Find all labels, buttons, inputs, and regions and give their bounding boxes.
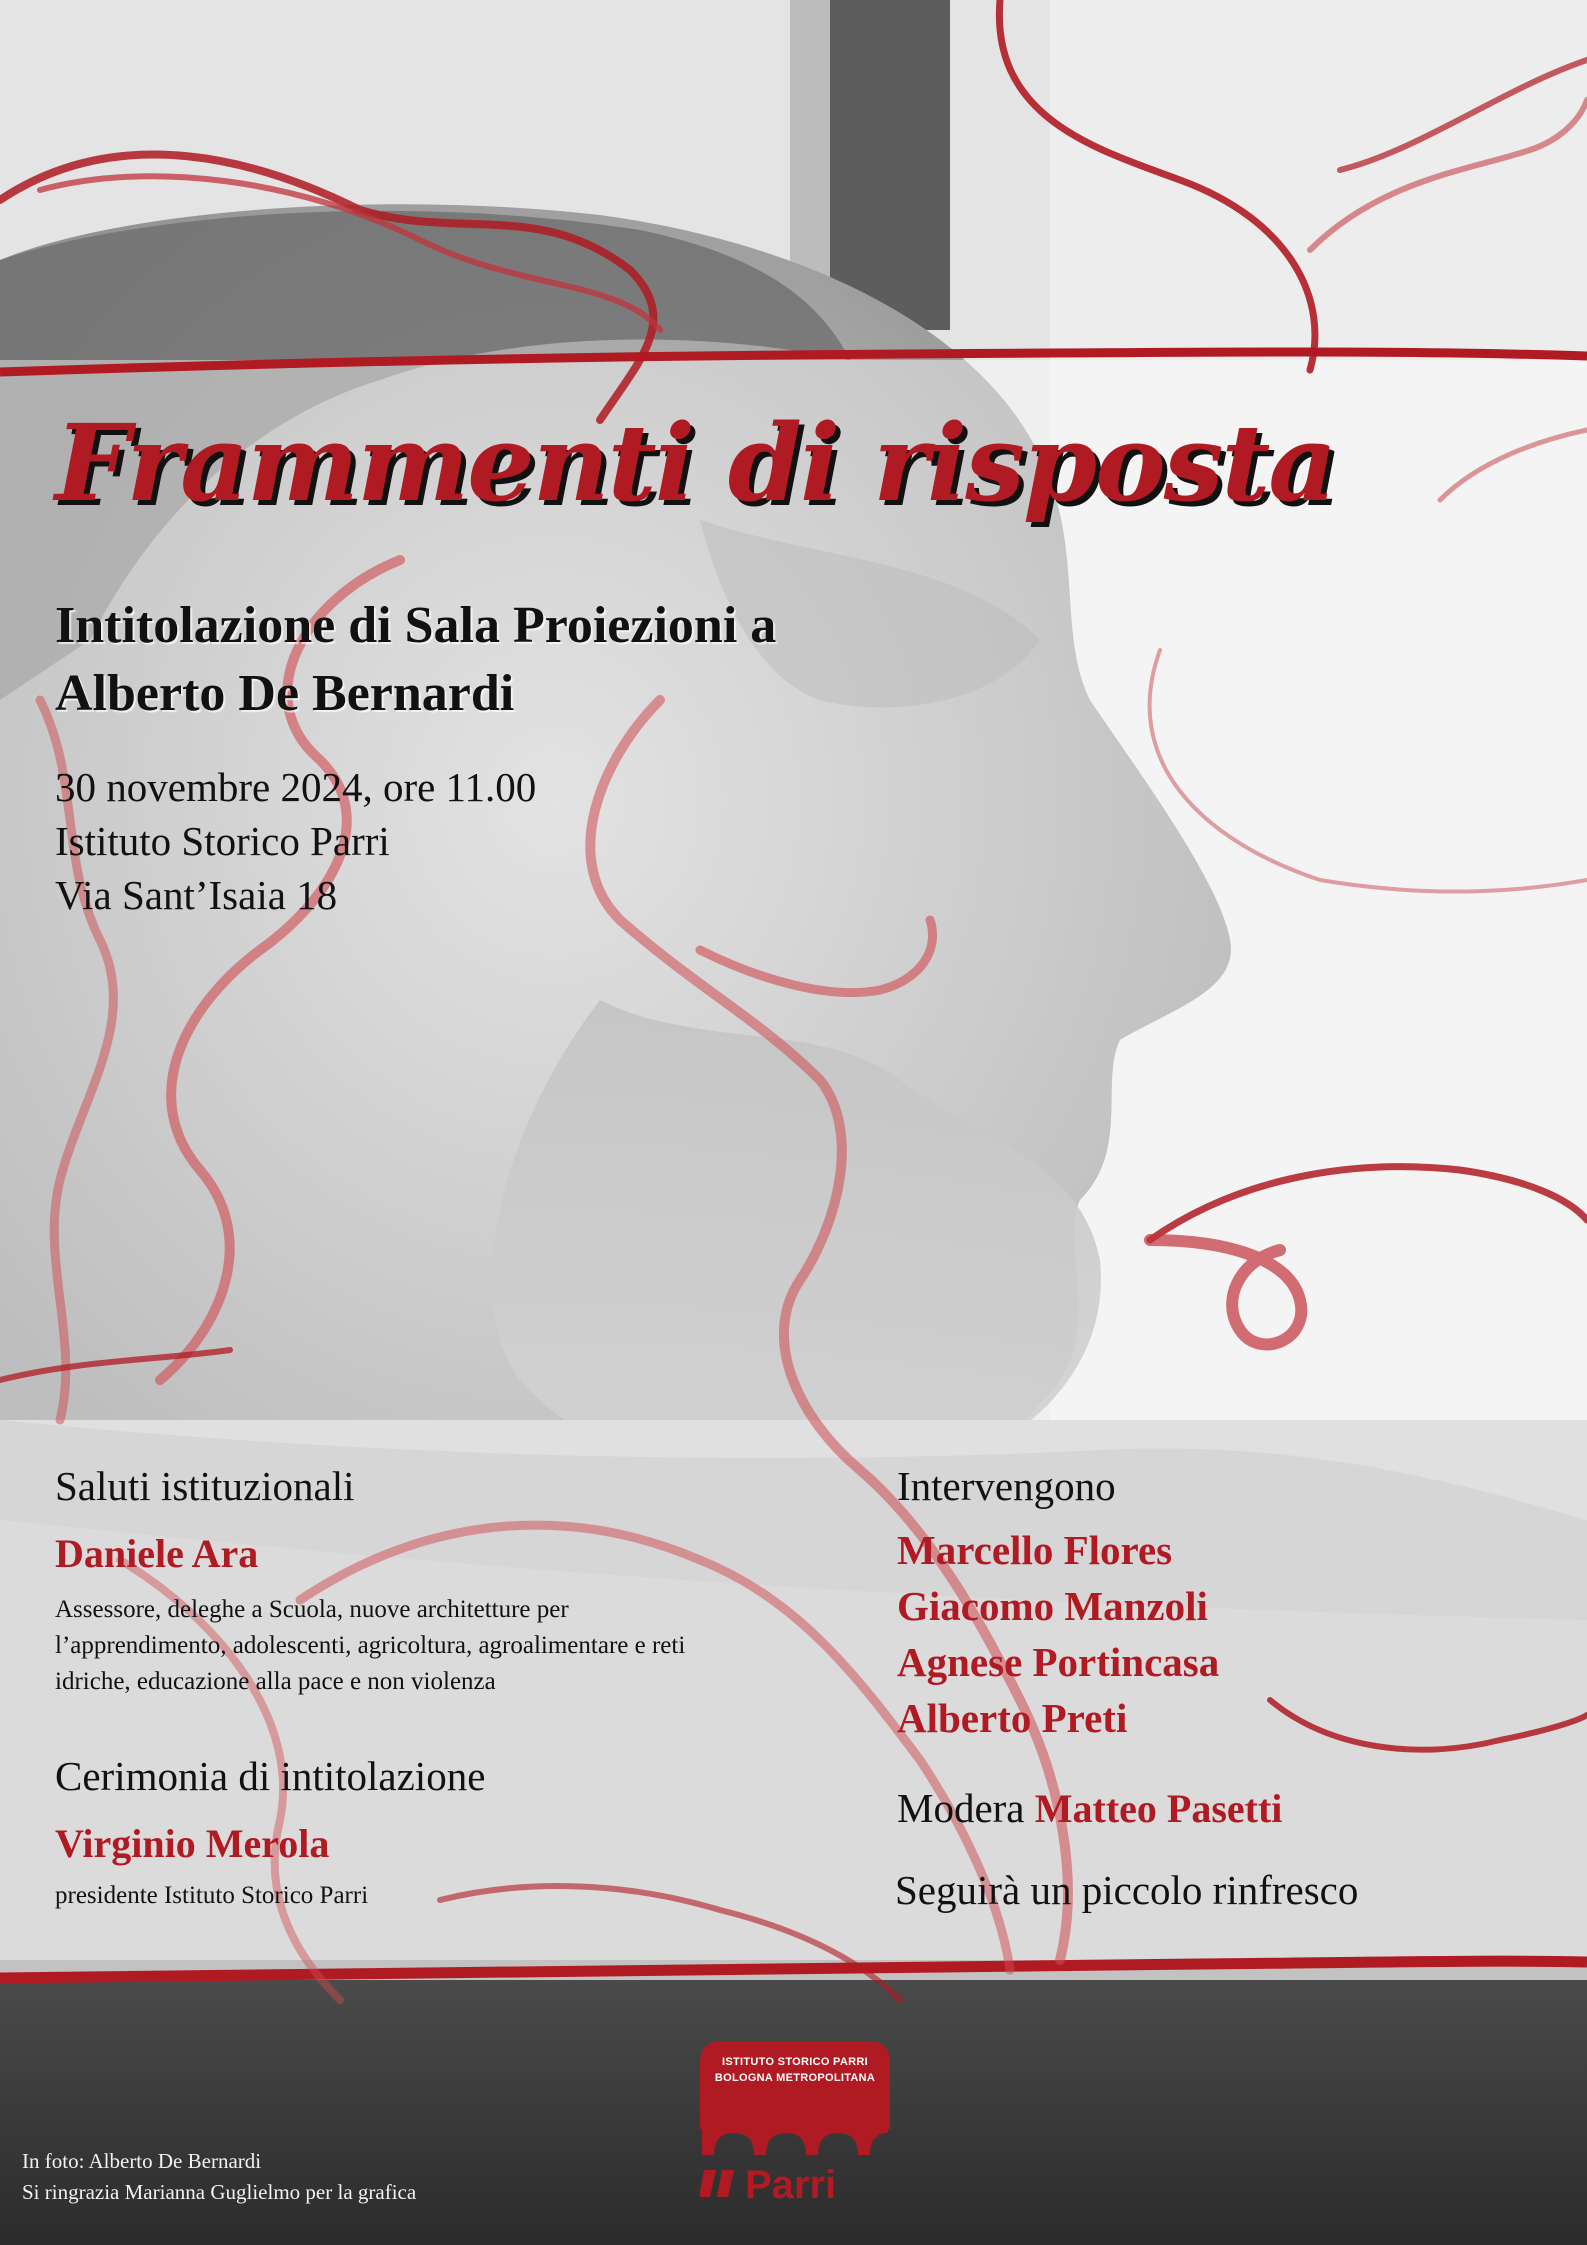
subtitle-line-1: Intitolazione di Sala Proiezioni a	[55, 597, 777, 654]
portico-arches-icon	[700, 2113, 890, 2155]
speaker-name: Marcello Flores	[897, 1527, 1173, 1573]
design-credit: Si ringrazia Marianna Guglielmo per la grafica	[22, 2180, 417, 2204]
speakers-list	[897, 1522, 1219, 1746]
greetings-name: Daniele Ara	[55, 1531, 259, 1576]
photo-credit: In foto: Alberto De Bernardi	[22, 2149, 262, 2173]
event-subtitle	[55, 592, 1155, 728]
event-address: Via Sant’Isaia 18	[55, 872, 338, 918]
refreshment-note: Seguirà un piccolo rinfresco	[895, 1867, 1359, 1913]
greetings-role: Assessore, deleghe a Scuola, nuove architetture per l’apprendimento, adolescenti, agricoltura, agroalimentare e reti idriche, educazione alla pace e non violenza	[55, 1596, 686, 1695]
logo-line-2: BOLOGNA METROPOLITANA	[714, 2072, 876, 2084]
moderator-name: Matteo Pasetti	[1034, 1786, 1283, 1831]
parri-logo	[700, 2035, 890, 2205]
moderator-label: Modera	[897, 1785, 1025, 1831]
speaker-name: Giacomo Manzoli	[897, 1583, 1208, 1629]
ceremony-name: Virginio Merola	[55, 1821, 330, 1866]
subtitle-line-2: Alberto De Bernardi	[55, 665, 515, 722]
event-info	[55, 760, 536, 922]
speakers-heading: Intervengono	[897, 1463, 1116, 1509]
credits	[22, 2146, 416, 2208]
speaker-name: Agnese Portincasa	[897, 1639, 1220, 1685]
logo-mark-icon	[700, 2170, 734, 2197]
ceremony-heading: Cerimonia di intitolazione	[55, 1753, 486, 1799]
speaker-name: Alberto Preti	[897, 1695, 1128, 1741]
ceremony-role: presidente Istituto Storico Parri	[55, 1882, 369, 1909]
logo-wordmark: Parri	[745, 2163, 837, 2205]
event-date: 30 novembre 2024, ore 11.00	[55, 764, 537, 810]
logo-line-1: ISTITUTO STORICO PARRI	[722, 2056, 868, 2068]
greetings-heading: Saluti istituzionali	[55, 1463, 355, 1509]
event-title: Frammenti di risposta	[55, 400, 1336, 525]
moderator-line	[897, 1784, 1282, 1832]
event-venue: Istituto Storico Parri	[55, 818, 390, 864]
